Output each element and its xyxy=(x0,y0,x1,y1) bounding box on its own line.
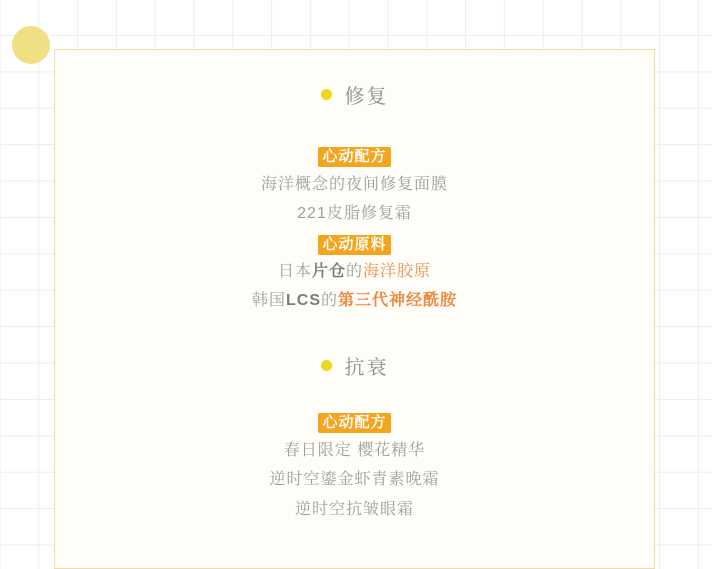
ingredient-line xyxy=(55,263,654,281)
content-card xyxy=(54,49,655,569)
product-text: 逆时空抗皱眼霜 xyxy=(294,501,414,518)
section-heading-label: 修复 xyxy=(344,85,389,108)
product-line xyxy=(55,176,654,194)
ingredient-brand: LCS xyxy=(285,292,321,309)
badge-formula: 心动配方 xyxy=(318,413,390,433)
product-text: 逆时空鎏金虾青素晚霜 xyxy=(269,471,440,488)
ingredient-text: 的 xyxy=(346,263,364,280)
ingredient-text: 韩国 xyxy=(251,292,286,309)
product-line xyxy=(55,471,654,489)
card-content xyxy=(55,50,654,519)
product-text: 春日限定 樱花精华 xyxy=(283,442,426,459)
ingredient-highlight: 海洋胶原 xyxy=(363,263,432,280)
bullet-icon xyxy=(321,89,332,100)
product-line xyxy=(55,501,654,519)
section-heading-label: 抗衰 xyxy=(344,356,389,379)
ingredient-text: 日本 xyxy=(277,263,312,280)
product-line xyxy=(55,442,654,460)
section-heading-antiaging xyxy=(55,354,654,379)
ingredient-brand: 片仓 xyxy=(311,263,346,280)
yellow-circle-decoration xyxy=(12,26,50,64)
bullet-icon xyxy=(321,360,332,371)
badge-ingredient: 心动原料 xyxy=(318,235,390,255)
product-text: 海洋概念的夜间修复面膜 xyxy=(260,176,448,193)
ingredient-line xyxy=(55,292,654,310)
badge-formula: 心动配方 xyxy=(318,147,390,167)
product-line xyxy=(55,205,654,223)
section-heading-repair xyxy=(55,83,654,108)
product-text: 221皮脂修复霜 xyxy=(297,205,412,222)
badge-row xyxy=(55,235,654,255)
ingredient-highlight: 第三代神经酰胺 xyxy=(338,292,458,309)
ingredient-text: 的 xyxy=(320,292,338,309)
badge-row xyxy=(55,413,654,433)
badge-row xyxy=(55,147,654,167)
